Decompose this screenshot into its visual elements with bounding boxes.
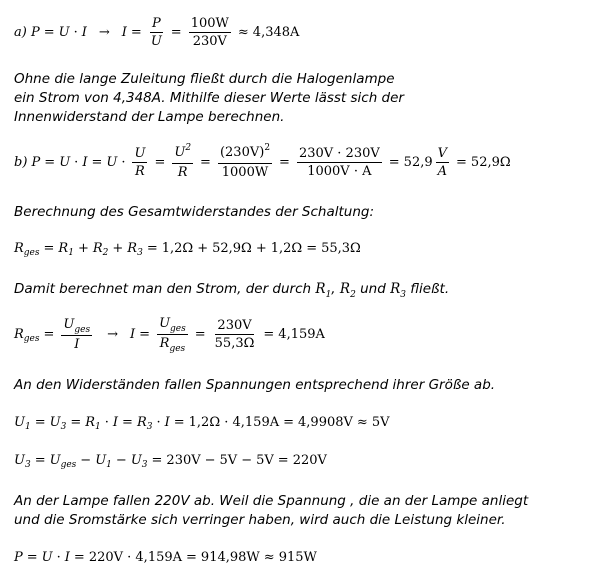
sym-U: U: [41, 550, 53, 565]
sub-1: 1: [24, 422, 31, 432]
result-rges: 55,3Ω: [321, 241, 361, 256]
dot: ·: [56, 550, 61, 565]
frac-num: [172, 145, 193, 164]
plus: +: [112, 241, 124, 256]
sym-I: I: [112, 415, 119, 430]
comma: ,: [331, 281, 340, 297]
fraction-230v-55-3: [213, 318, 257, 351]
dot: ·: [121, 154, 126, 170]
sub-ges: ges: [169, 344, 186, 354]
arrow: →: [107, 326, 119, 342]
sym-R: R: [339, 281, 351, 297]
minus: −: [241, 453, 253, 468]
sub-2: 2: [350, 290, 356, 300]
text1-line1: Ohne die lange Zuleitung fließt durch die Halogenlampe: [14, 71, 395, 87]
sub-ges: ges: [23, 333, 40, 344]
label-b: b): [14, 154, 28, 170]
eq: =: [154, 154, 166, 170]
sub-ges: ges: [60, 460, 77, 470]
eq: =: [194, 326, 206, 342]
sym-P: P: [30, 24, 40, 40]
eq: =: [139, 326, 151, 342]
frac-den: 230V: [192, 34, 227, 49]
sub-1: 1: [325, 290, 332, 300]
sym-U: U: [49, 453, 61, 468]
sub-2: 2: [102, 248, 109, 258]
frac-num: 230V · 230V: [298, 146, 380, 161]
eq: =: [43, 24, 55, 40]
plus: +: [77, 241, 89, 256]
value: 1,2Ω: [270, 241, 303, 256]
eq: =: [200, 154, 211, 170]
frac-den: [158, 335, 188, 353]
eq: =: [146, 241, 158, 256]
eq: =: [26, 550, 38, 565]
eq: =: [388, 154, 400, 170]
result-i: 4,159A: [278, 326, 325, 342]
frac-num: V: [437, 146, 448, 161]
eq: =: [186, 550, 197, 565]
sym-R3: [390, 281, 406, 300]
formula-i: [14, 316, 325, 353]
sym-R: R: [127, 241, 138, 256]
fraction-Uges-I: [61, 317, 92, 352]
eq: =: [279, 154, 290, 170]
value: 230V: [166, 453, 201, 468]
sym-U: U: [63, 317, 75, 332]
formula-p: [14, 549, 317, 567]
text1-line2: ein Strom von 4,348A. Mithilfe dieser Werte lässt sich der: [14, 90, 404, 106]
eq: =: [263, 326, 275, 342]
sub-3: 3: [24, 460, 31, 470]
frac-num: [157, 316, 188, 335]
formula-u1: [14, 414, 390, 432]
value: 5V: [256, 453, 274, 468]
sub-3: 3: [400, 290, 406, 300]
eq: =: [34, 415, 46, 430]
value-52-9: 52,9: [403, 154, 433, 170]
exponent: 2: [264, 143, 271, 153]
text3-pre: Damit berechnet man den Strom, der durch: [14, 281, 312, 297]
fraction-100w-230v: [189, 16, 231, 49]
sym-U: U: [106, 154, 118, 170]
minus: −: [204, 453, 216, 468]
text2: Berechnung des Gesamtwiderstandes der Schaltung:: [14, 204, 375, 220]
fraction-230v2-1000w: [218, 145, 272, 180]
sym-I: I: [164, 415, 170, 430]
eq: =: [151, 453, 163, 468]
eq: =: [43, 326, 55, 342]
eq: =: [283, 415, 295, 430]
sym-R1: [315, 281, 332, 300]
frac-den: A: [437, 164, 448, 179]
label-a: a): [14, 24, 27, 40]
fraction-230v-1000va: [297, 146, 382, 179]
frac-den: R: [177, 165, 188, 180]
sym-R: R: [92, 241, 103, 256]
fraction-Uges-Rges: [157, 316, 188, 353]
sym-I: I: [81, 24, 87, 40]
sym-P: P: [31, 154, 41, 170]
frac-num: [61, 317, 92, 336]
sub-ges: ges: [23, 248, 40, 258]
sym-I2: I: [121, 24, 127, 40]
eq: =: [91, 154, 103, 170]
text5-line2: und die Sromstärke sich verringer haben, wird auch die Leistung kleiner.: [14, 512, 506, 528]
formula-rges: [14, 240, 361, 258]
result-b: 52,9Ω: [470, 154, 511, 170]
sym-R: R: [85, 415, 96, 430]
result-p: 915W: [278, 550, 317, 565]
frac-num: [218, 145, 272, 164]
frac-num: 230V: [217, 318, 252, 333]
value: 5V: [219, 453, 238, 468]
sym-R: R: [136, 415, 147, 430]
eq: =: [122, 415, 133, 430]
sub-ges: ges: [170, 324, 186, 334]
eq: =: [73, 550, 85, 565]
result-u3: 220V: [292, 453, 327, 468]
plus: +: [255, 241, 267, 256]
sym-R2: [339, 281, 356, 300]
sub-3: 3: [146, 422, 153, 432]
sym-I: I: [64, 550, 70, 565]
formula-u3: [14, 452, 327, 470]
frac-num: U: [134, 146, 146, 161]
formula-a: [14, 16, 299, 49]
dot: ·: [156, 415, 161, 430]
frac-den: R: [135, 164, 145, 179]
sym-U: U: [49, 415, 61, 430]
eq: =: [306, 241, 318, 256]
sym-U: U: [14, 453, 25, 468]
result-a: 4,348A: [252, 24, 300, 40]
dot: ·: [74, 154, 79, 170]
fraction-P-U: [149, 16, 164, 49]
sym-R: R: [159, 336, 170, 351]
value: 1,2Ω: [161, 241, 194, 256]
value: 52,9Ω: [212, 241, 252, 256]
eq2: =: [130, 24, 142, 40]
eq: =: [70, 415, 82, 430]
frac-den: U: [150, 34, 162, 49]
text3: [14, 280, 449, 300]
sym-R: R: [390, 281, 401, 297]
sub-3: 3: [137, 248, 143, 258]
frac-num: 100W: [190, 16, 229, 31]
sym-R: R: [58, 241, 69, 256]
sym-R: R: [14, 241, 24, 256]
eq: =: [44, 154, 56, 170]
and: und: [355, 281, 391, 297]
sub-1: 1: [68, 248, 74, 258]
dot: ·: [104, 415, 109, 430]
sym-U: U: [159, 316, 171, 331]
minus: −: [80, 453, 92, 468]
dot: ·: [73, 24, 78, 40]
sym-I: I: [130, 326, 136, 342]
sym-U: U: [95, 453, 107, 468]
formula-b: [14, 145, 511, 180]
result-u1: 5V: [371, 415, 390, 430]
value: 220V · 4,159A: [88, 550, 183, 565]
approx: ≈: [263, 550, 275, 565]
arrow: →: [98, 24, 110, 40]
value: 914,98W: [200, 550, 260, 565]
minus: −: [115, 453, 127, 468]
eq: =: [43, 241, 55, 256]
eq: =: [34, 453, 46, 468]
sym-R: R: [14, 326, 24, 342]
sub-1: 1: [106, 460, 112, 470]
paren-value: (230V): [219, 145, 265, 160]
text4: An den Widerständen fallen Spannungen entsprechend ihrer Größe ab.: [14, 377, 496, 393]
frac-num: P: [151, 16, 161, 31]
fraction-V-A: [436, 146, 449, 179]
sub-3: 3: [60, 422, 67, 432]
eq: =: [456, 154, 467, 170]
sym-P: P: [14, 550, 23, 565]
eq: =: [277, 453, 289, 468]
frac-den: 1000V · A: [307, 164, 372, 179]
sub-1: 1: [95, 422, 101, 432]
sym-U: U: [58, 24, 70, 40]
sub-ges: ges: [74, 325, 91, 335]
sym-R: R: [315, 281, 326, 297]
approx: ≈: [356, 415, 368, 430]
sym-U: U: [130, 453, 142, 468]
text3-post: fließt.: [405, 281, 450, 297]
sym-U: U: [59, 154, 71, 170]
frac-den: I: [74, 337, 80, 352]
sym-U: U: [14, 415, 25, 430]
sub-3: 3: [141, 460, 148, 470]
frac-den: 55,3Ω: [214, 336, 255, 351]
frac-den: 1000W: [221, 165, 269, 180]
sym-I: I: [82, 154, 88, 170]
fraction-U-R: [132, 146, 147, 179]
plus: +: [197, 241, 209, 256]
fraction-U2-R: [172, 145, 193, 180]
sym-U: U: [174, 145, 186, 160]
eq: =: [173, 415, 185, 430]
approx: ≈: [237, 24, 249, 40]
value: 4,9908V: [298, 415, 353, 430]
eq3: =: [170, 24, 182, 40]
text5-line1: An der Lampe fallen 220V ab. Weil die Spannung , die an der Lampe anliegt: [14, 493, 529, 509]
text1-line3: Innenwiderstand der Lampe berechnen.: [14, 109, 285, 125]
value: 1,2Ω · 4,159A: [188, 415, 280, 430]
exponent: 2: [185, 143, 192, 153]
